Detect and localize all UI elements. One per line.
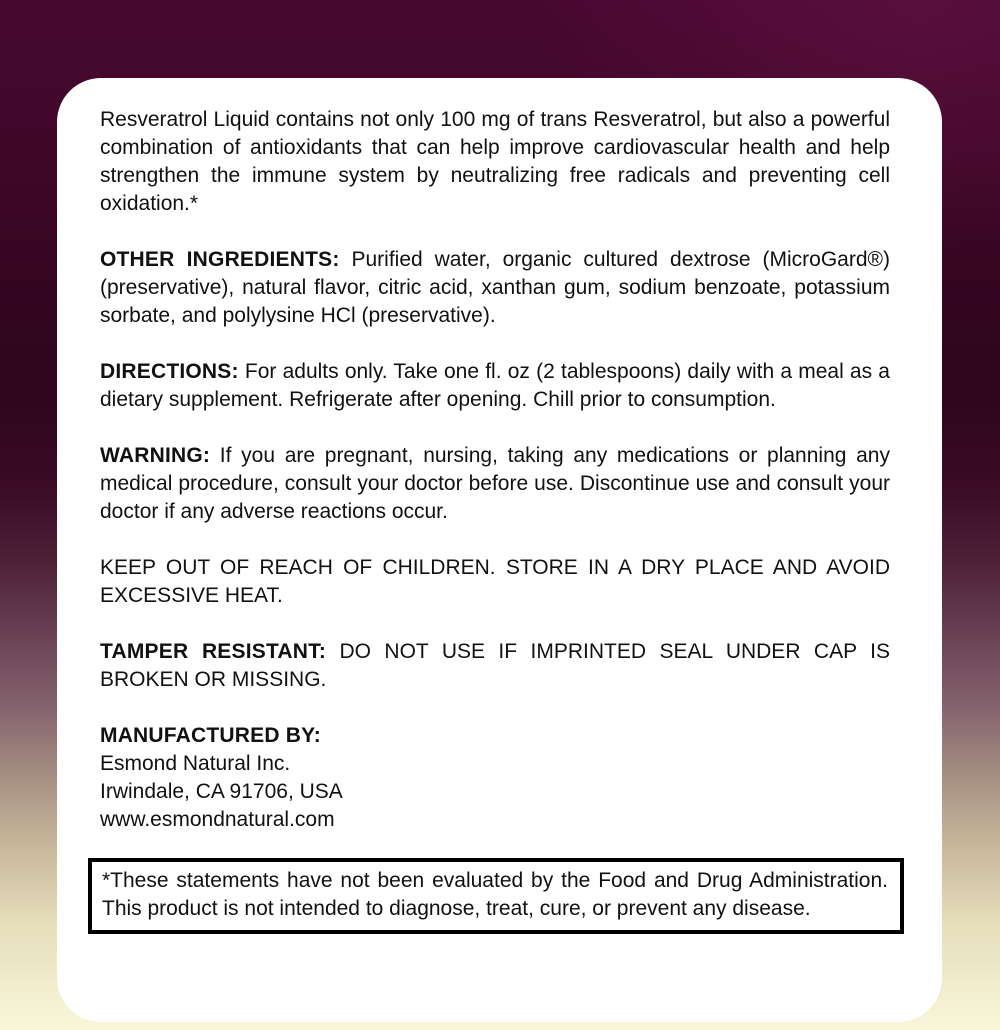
warning-text: If you are pregnant, nursing, taking any medications or planning any medical procedure, consult your doctor before use. Discontinue use and consult your doctor if any adverse reactions occur. bbox=[100, 444, 890, 523]
directions-text: For adults only. Take one fl. oz (2 tablespoons) daily with a meal as a dietary supplement. Refrigerate after opening. Chill prior to consumption. bbox=[100, 360, 890, 411]
other-ingredients-paragraph bbox=[100, 246, 890, 330]
manufactured-by-heading: MANUFACTURED BY: bbox=[100, 724, 321, 747]
supplement-label-card bbox=[57, 78, 942, 1022]
tamper-resistant-paragraph bbox=[100, 638, 890, 694]
manufacturer-address: Irwindale, CA 91706, USA bbox=[100, 780, 343, 803]
tamper-resistant-heading: TAMPER RESISTANT: bbox=[100, 640, 327, 663]
other-ingredients-text: Purified water, organic cultured dextrose (MicroGard®) (preservative), natural flavor, citric acid, xanthan gum, sodium benzoate, potassium sorbate, and polylysine HCl (preservative). bbox=[100, 248, 890, 327]
fda-disclaimer-text: *These statements have not been evaluated by the Food and Drug Administration. This product is not intended to diagnose, treat, cure, or prevent any disease. bbox=[102, 869, 888, 920]
manufactured-by-block bbox=[100, 722, 890, 834]
directions-paragraph bbox=[100, 358, 890, 414]
directions-heading: DIRECTIONS: bbox=[100, 360, 239, 383]
warning-paragraph bbox=[100, 442, 890, 526]
other-ingredients-heading: OTHER INGREDIENTS: bbox=[100, 248, 340, 271]
intro-paragraph: Resveratrol Liquid contains not only 100 mg of trans Resveratrol, but also a powerful combination of antioxidants that can help improve cardiovascular health and help strengthen the immune system by neutralizing free radicals and preventing cell oxidation.* bbox=[100, 108, 890, 215]
tamper-resistant-text: DO NOT USE IF IMPRINTED SEAL UNDER CAP IS BROKEN OR MISSING. bbox=[100, 640, 890, 691]
warning-heading: WARNING: bbox=[100, 444, 211, 467]
manufacturer-company: Esmond Natural Inc. bbox=[100, 752, 291, 775]
manufacturer-website: www.esmondnatural.com bbox=[100, 808, 335, 831]
fda-disclaimer-box bbox=[88, 858, 904, 934]
keep-out-paragraph: KEEP OUT OF REACH OF CHILDREN. STORE IN A DRY PLACE AND AVOID EXCESSIVE HEAT. bbox=[100, 556, 890, 607]
